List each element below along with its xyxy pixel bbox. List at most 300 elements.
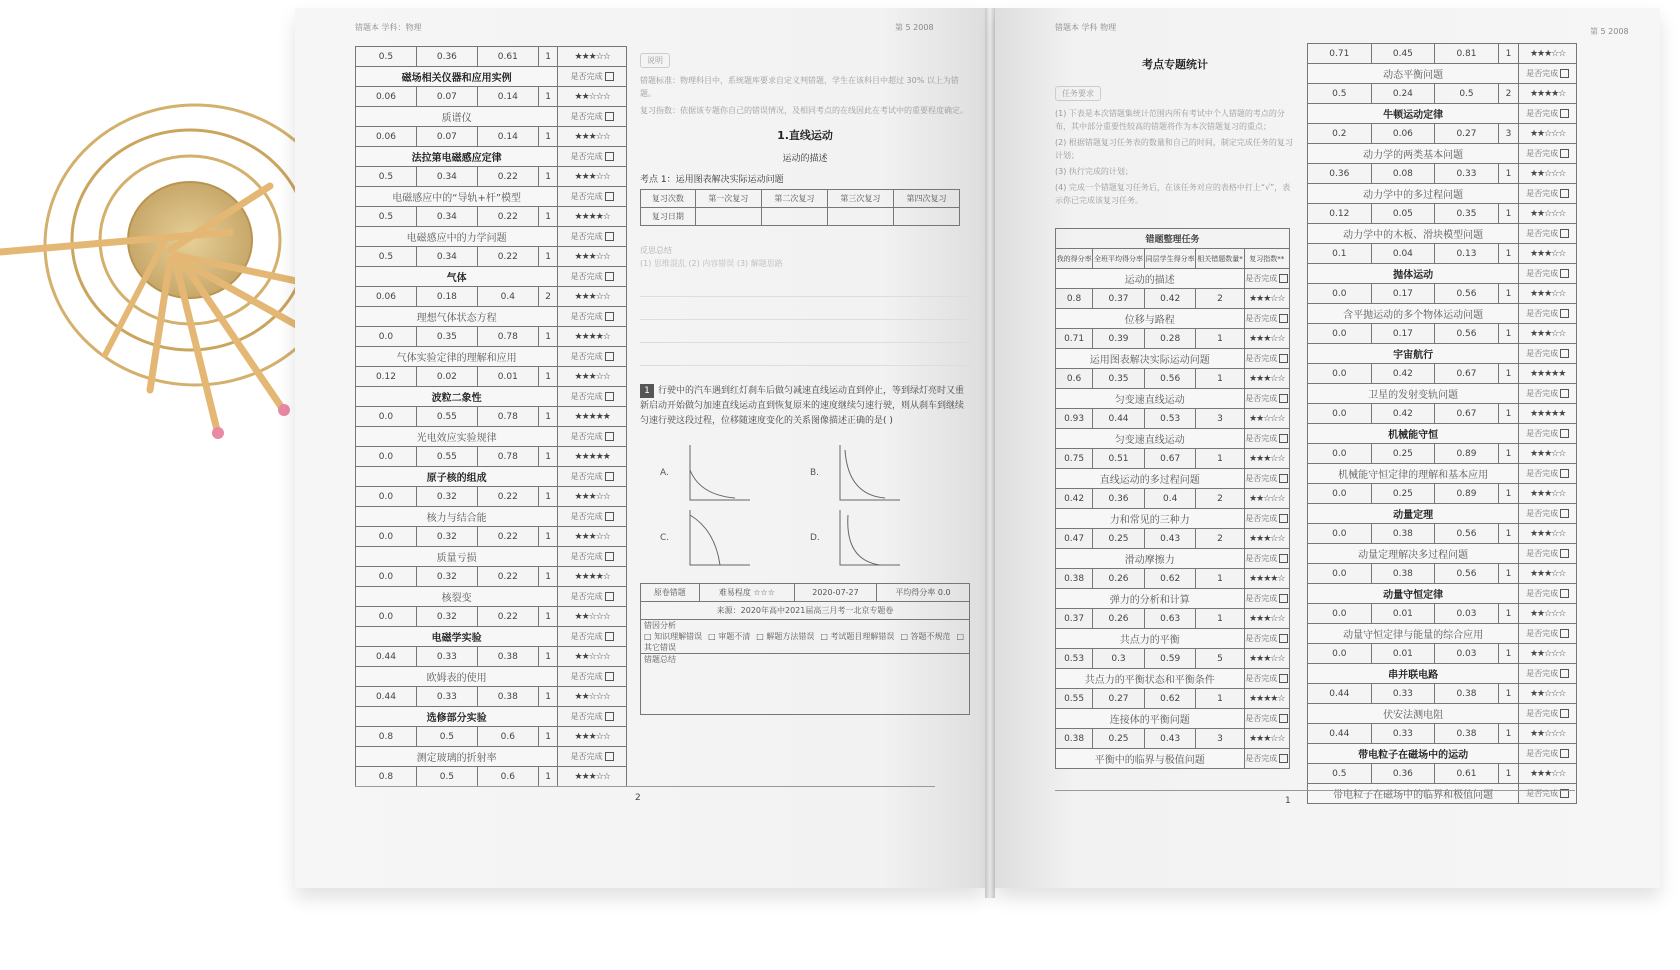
value-cell: 0.27 bbox=[1093, 689, 1145, 709]
review-stars: ★★★☆☆ bbox=[1519, 284, 1577, 304]
section-row bbox=[1308, 184, 1577, 204]
checkbox[interactable] bbox=[1560, 269, 1569, 278]
checkbox[interactable] bbox=[605, 352, 614, 361]
value-cell: 1 bbox=[538, 487, 558, 507]
review-stars: ★★★☆☆ bbox=[1519, 484, 1577, 504]
review-col-header: 第四次复习 bbox=[893, 190, 959, 208]
review-stars: ★★★★☆ bbox=[558, 207, 627, 227]
value-cell: 0.0 bbox=[356, 487, 417, 507]
done-checkbox-cell: 是否完成 bbox=[558, 467, 627, 487]
value-cell: 2 bbox=[1498, 84, 1518, 104]
section-row bbox=[1308, 104, 1577, 124]
intro-column bbox=[1055, 56, 1295, 210]
checkbox[interactable] bbox=[605, 552, 614, 561]
section-title: 理想气体状态方程 bbox=[356, 307, 558, 327]
value-cell: 0.89 bbox=[1435, 484, 1499, 504]
review-stars: ★★★☆☆ bbox=[558, 287, 627, 307]
open-book bbox=[295, 8, 1660, 898]
review-stars: ★★★☆☆ bbox=[558, 167, 627, 187]
analysis-option[interactable]: □ 答题不规范 bbox=[900, 632, 951, 641]
value-cell: 0.35 bbox=[1093, 369, 1145, 389]
table-row bbox=[1308, 484, 1577, 504]
value-cell: 1 bbox=[538, 447, 558, 467]
table-row bbox=[1056, 529, 1290, 549]
analysis-option[interactable]: □ 其它错误 bbox=[644, 632, 965, 652]
section-title: 连接体的平衡问题 bbox=[1056, 709, 1245, 729]
value-cell: 0.56 bbox=[1435, 564, 1499, 584]
option-label: D. bbox=[810, 533, 820, 543]
left-footer-rule bbox=[355, 786, 935, 787]
value-cell: 0.37 bbox=[1056, 609, 1093, 629]
checkbox[interactable] bbox=[605, 472, 614, 481]
value-cell: 0.67 bbox=[1435, 404, 1499, 424]
checkbox[interactable] bbox=[1560, 669, 1569, 678]
value-cell: 0.59 bbox=[1144, 649, 1196, 669]
done-checkbox-cell: 是否完成 bbox=[1244, 549, 1290, 569]
analysis-option[interactable]: □ 考试题目理解错误 bbox=[820, 632, 895, 641]
value-cell: 0.34 bbox=[416, 247, 477, 267]
done-checkbox-cell: 是否完成 bbox=[1244, 709, 1290, 729]
value-cell: 0.22 bbox=[477, 247, 538, 267]
review-stars: ★★☆☆☆ bbox=[558, 87, 627, 107]
value-cell: 0.06 bbox=[356, 87, 417, 107]
review-stars: ★★★★☆ bbox=[558, 567, 627, 587]
section-row bbox=[1056, 629, 1290, 649]
value-cell: 0.25 bbox=[1093, 729, 1145, 749]
info-cell: 平均得分率 0.0 bbox=[876, 584, 969, 602]
value-cell: 0.38 bbox=[1056, 729, 1093, 749]
value-cell: 1 bbox=[538, 247, 558, 267]
value-cell: 0.32 bbox=[416, 607, 477, 627]
review-stars: ★★☆☆☆ bbox=[1519, 164, 1577, 184]
section-row bbox=[1056, 709, 1290, 729]
section-title: 串并联电路 bbox=[1308, 664, 1519, 684]
value-cell: 0.53 bbox=[1056, 649, 1093, 669]
table-row bbox=[356, 47, 627, 67]
checkbox[interactable] bbox=[1279, 474, 1288, 483]
section-row bbox=[1056, 469, 1290, 489]
table-row bbox=[356, 167, 627, 187]
table-row bbox=[1308, 84, 1577, 104]
intro-text bbox=[1055, 107, 1295, 207]
value-cell: 1 bbox=[538, 527, 558, 547]
stats-title: 考点专题统计 bbox=[1142, 58, 1208, 71]
value-cell: 0.3 bbox=[1093, 649, 1145, 669]
table-row bbox=[356, 447, 627, 467]
value-cell: 0.38 bbox=[1435, 684, 1499, 704]
section-row bbox=[1056, 549, 1290, 569]
table-row bbox=[356, 527, 627, 547]
checkbox[interactable] bbox=[1560, 189, 1569, 198]
value-cell: 0.26 bbox=[1093, 609, 1145, 629]
value-cell: 0.93 bbox=[1056, 409, 1093, 429]
value-cell: 0.5 bbox=[416, 767, 477, 787]
value-cell: 2 bbox=[1196, 489, 1244, 509]
done-checkbox-cell: 是否完成 bbox=[558, 587, 627, 607]
value-cell: 0.0 bbox=[1308, 564, 1372, 584]
value-cell: 0.53 bbox=[1144, 409, 1196, 429]
checkbox[interactable] bbox=[1279, 754, 1288, 763]
value-cell: 0.14 bbox=[477, 127, 538, 147]
checkbox[interactable] bbox=[1279, 634, 1288, 643]
value-cell: 0.6 bbox=[477, 767, 538, 787]
analysis-option[interactable]: □ 审题不清 bbox=[708, 632, 751, 641]
value-cell: 1 bbox=[1498, 724, 1518, 744]
checkbox[interactable] bbox=[1560, 309, 1569, 318]
value-cell: 1 bbox=[538, 727, 558, 747]
note-review-index: 复习指数：依据该专题你自己的错误情况，及相同考点的在线因此在考试中的重要程度确定。 bbox=[640, 106, 968, 115]
value-cell: 0.32 bbox=[416, 487, 477, 507]
checkbox[interactable] bbox=[605, 312, 614, 321]
reflect-title: 反思总结 bbox=[640, 246, 672, 255]
checkbox[interactable] bbox=[1560, 469, 1569, 478]
value-cell: 1 bbox=[1498, 244, 1518, 264]
section-row bbox=[1308, 664, 1577, 684]
review-date-cell bbox=[893, 208, 959, 226]
review-stars: ★★★☆☆ bbox=[558, 727, 627, 747]
value-cell: 0.0 bbox=[1308, 484, 1372, 504]
value-cell: 0.42 bbox=[1371, 404, 1435, 424]
info-cell: 难易程度 ☆☆☆ bbox=[699, 584, 794, 602]
checkbox[interactable] bbox=[1279, 514, 1288, 523]
value-cell: 0.01 bbox=[1371, 644, 1435, 664]
value-cell: 0.42 bbox=[1371, 364, 1435, 384]
value-cell: 0.0 bbox=[356, 607, 417, 627]
task-col-header: 同层学生得分率 bbox=[1144, 249, 1196, 269]
section-row bbox=[1056, 429, 1290, 449]
value-cell: 0.33 bbox=[416, 647, 477, 667]
value-cell: 1 bbox=[538, 87, 558, 107]
table-row bbox=[1308, 764, 1577, 784]
table-row bbox=[1308, 444, 1577, 464]
value-cell: 1 bbox=[1498, 644, 1518, 664]
section-row bbox=[356, 747, 627, 767]
left-page-header: 错题本 学科：物理 bbox=[355, 23, 422, 32]
section-row bbox=[1308, 704, 1577, 724]
task-title-row bbox=[1056, 229, 1290, 249]
checkbox[interactable] bbox=[1560, 629, 1569, 638]
value-cell: 0.22 bbox=[477, 207, 538, 227]
value-cell: 0.36 bbox=[1371, 764, 1435, 784]
done-checkbox-cell: 是否完成 bbox=[1519, 464, 1577, 484]
value-cell: 0.0 bbox=[1308, 604, 1372, 624]
value-cell: 0.03 bbox=[1435, 604, 1499, 624]
left-page-number: 2 bbox=[635, 793, 641, 803]
value-cell: 0.56 bbox=[1144, 369, 1196, 389]
done-checkbox-cell: 是否完成 bbox=[558, 387, 627, 407]
value-cell: 1 bbox=[538, 127, 558, 147]
done-checkbox-cell: 是否完成 bbox=[1519, 624, 1577, 644]
left-page bbox=[295, 8, 985, 888]
value-cell: 2 bbox=[1196, 529, 1244, 549]
intro-line: (1) 下表是本次错题集统计范围内所有考试中个人错题的考点的分布，其中部分重要性较高的错题将作为本次错题复习的重点； bbox=[1055, 109, 1285, 131]
value-cell: 0.33 bbox=[1435, 164, 1499, 184]
value-cell: 0.13 bbox=[1435, 244, 1499, 264]
review-stars: ★★★★☆ bbox=[1244, 569, 1290, 589]
section-title: 动量守恒定律 bbox=[1308, 584, 1519, 604]
done-checkbox-cell: 是否完成 bbox=[558, 667, 627, 687]
section-row bbox=[356, 667, 627, 687]
checkbox[interactable] bbox=[605, 592, 614, 601]
checkbox[interactable] bbox=[605, 432, 614, 441]
value-cell: 0.44 bbox=[1308, 724, 1372, 744]
value-cell: 1 bbox=[1498, 564, 1518, 584]
value-cell: 0.44 bbox=[356, 687, 417, 707]
value-cell: 0.0 bbox=[356, 447, 417, 467]
review-stars: ★★★☆☆ bbox=[1244, 729, 1290, 749]
value-cell: 0.38 bbox=[1056, 569, 1093, 589]
value-cell: 0.6 bbox=[477, 727, 538, 747]
table-row bbox=[356, 687, 627, 707]
explain-tag: 说明 bbox=[640, 53, 670, 68]
value-cell: 0.6 bbox=[1056, 369, 1093, 389]
value-cell: 0.0 bbox=[1308, 524, 1372, 544]
checkbox[interactable] bbox=[1279, 674, 1288, 683]
value-cell: 0.62 bbox=[1144, 569, 1196, 589]
section-row bbox=[356, 587, 627, 607]
analysis-options bbox=[644, 631, 966, 653]
review-date-cell bbox=[761, 208, 827, 226]
analysis-option[interactable]: □ 解题方法错误 bbox=[756, 632, 815, 641]
table-row bbox=[1308, 524, 1577, 544]
value-cell: 0.56 bbox=[1435, 284, 1499, 304]
table-row bbox=[1308, 364, 1577, 384]
value-cell: 0.22 bbox=[477, 167, 538, 187]
value-cell: 0.07 bbox=[416, 127, 477, 147]
checkbox[interactable] bbox=[1279, 554, 1288, 563]
review-stars: ★★★☆☆ bbox=[1244, 449, 1290, 469]
section-row bbox=[1056, 389, 1290, 409]
review-stars: ★★★★★ bbox=[1519, 364, 1577, 384]
value-cell: 0.22 bbox=[477, 487, 538, 507]
section-title: 欧姆表的使用 bbox=[356, 667, 558, 687]
section-title: 磁场相关仪器和应用实例 bbox=[356, 67, 558, 87]
review-stars: ★★★☆☆ bbox=[1244, 649, 1290, 669]
checkbox[interactable] bbox=[605, 72, 614, 81]
checkbox[interactable] bbox=[1279, 434, 1288, 443]
value-cell: 0.25 bbox=[1093, 529, 1145, 549]
table-row bbox=[1308, 404, 1577, 424]
table-row bbox=[356, 207, 627, 227]
checkbox[interactable] bbox=[605, 272, 614, 281]
checkbox[interactable] bbox=[1560, 109, 1569, 118]
question-text: 行驶中的汽车遇到红灯刹车后做匀减速直线运动直到停止，等到绿灯亮时又重新启动开始做匀加速直线运动直到恢复原来的速度继续匀速行驶，则从刹车到继续匀速行驶这段过程，位移随速度变化的关系图像描述正确的是( ) bbox=[640, 386, 965, 426]
value-cell: 0.07 bbox=[416, 87, 477, 107]
section-title: 动力学的两类基本问题 bbox=[1308, 144, 1519, 164]
section-title: 动力学中的木板、滑块模型问题 bbox=[1308, 224, 1519, 244]
option-graph bbox=[840, 445, 900, 500]
done-checkbox-cell: 是否完成 bbox=[1519, 264, 1577, 284]
checkbox[interactable] bbox=[1279, 714, 1288, 723]
value-cell: 0.0 bbox=[356, 327, 417, 347]
value-cell: 0.38 bbox=[477, 687, 538, 707]
question-number: 1 bbox=[640, 384, 654, 398]
section-title: 运用图表解决实际运动问题 bbox=[1056, 349, 1245, 369]
value-cell: 1 bbox=[1498, 524, 1518, 544]
value-cell: 1 bbox=[1498, 764, 1518, 784]
table-row bbox=[356, 287, 627, 307]
section-row bbox=[1308, 544, 1577, 564]
section-row bbox=[1056, 669, 1290, 689]
section-title: 动量守恒定律与能量的综合应用 bbox=[1308, 624, 1519, 644]
section-title: 法拉第电磁感应定律 bbox=[356, 147, 558, 167]
section-row bbox=[356, 227, 627, 247]
checkbox[interactable] bbox=[1560, 349, 1569, 358]
done-checkbox-cell: 是否完成 bbox=[558, 307, 627, 327]
checkbox[interactable] bbox=[605, 232, 614, 241]
table-row bbox=[1056, 649, 1290, 669]
value-cell: 3 bbox=[1498, 124, 1518, 144]
intro-tag: 任务要求 bbox=[1055, 86, 1101, 101]
checkbox[interactable] bbox=[1560, 429, 1569, 438]
value-cell: 0.33 bbox=[416, 687, 477, 707]
value-cell: 0.04 bbox=[1371, 244, 1435, 264]
value-cell: 0.05 bbox=[1371, 204, 1435, 224]
section-title: 动态平衡问题 bbox=[1308, 64, 1519, 84]
done-checkbox-cell: 是否完成 bbox=[558, 107, 627, 127]
checkbox[interactable] bbox=[605, 712, 614, 721]
book-spine bbox=[985, 8, 995, 898]
section-title: 匀变速直线运动 bbox=[1056, 389, 1245, 409]
checkbox[interactable] bbox=[1279, 594, 1288, 603]
value-cell: 0.39 bbox=[1093, 329, 1145, 349]
value-cell: 0.22 bbox=[477, 607, 538, 627]
section-row bbox=[356, 547, 627, 567]
value-cell: 0.78 bbox=[477, 447, 538, 467]
section-row bbox=[1308, 304, 1577, 324]
right-page-number: 1 bbox=[1285, 796, 1291, 806]
table-row bbox=[1308, 684, 1577, 704]
done-checkbox-cell: 是否完成 bbox=[558, 267, 627, 287]
section-title: 伏安法测电阻 bbox=[1308, 704, 1519, 724]
value-cell: 1 bbox=[1498, 164, 1518, 184]
value-cell: 0.06 bbox=[356, 287, 417, 307]
section-title: 带电粒子在磁场中的运动 bbox=[1308, 744, 1519, 764]
value-cell: 1 bbox=[538, 607, 558, 627]
value-cell: 1 bbox=[1196, 689, 1244, 709]
right-page-header-right: 第 5 2008 bbox=[1590, 27, 1629, 36]
value-cell: 0.75 bbox=[1056, 449, 1093, 469]
review-stars: ★★★☆☆ bbox=[558, 127, 627, 147]
checkbox[interactable] bbox=[605, 112, 614, 121]
task-col-header: 我的得分率 bbox=[1056, 249, 1093, 269]
checkbox[interactable] bbox=[605, 672, 614, 681]
value-cell: 0.63 bbox=[1144, 609, 1196, 629]
value-cell: 0.36 bbox=[1093, 489, 1145, 509]
value-cell: 0.61 bbox=[477, 47, 538, 67]
value-cell: 0.06 bbox=[356, 127, 417, 147]
table-row bbox=[1056, 489, 1290, 509]
section-row bbox=[356, 187, 627, 207]
section-title: 核裂变 bbox=[356, 587, 558, 607]
review-table bbox=[640, 189, 960, 226]
section-title: 选修部分实验 bbox=[356, 707, 558, 727]
value-cell: 0.17 bbox=[1371, 284, 1435, 304]
analysis-option[interactable]: □ 知识理解错误 bbox=[644, 632, 703, 641]
checkbox[interactable] bbox=[1560, 749, 1569, 758]
checkbox[interactable] bbox=[1560, 509, 1569, 518]
done-checkbox-cell: 是否完成 bbox=[1519, 704, 1577, 724]
done-checkbox-cell: 是否完成 bbox=[558, 227, 627, 247]
value-cell: 1 bbox=[1498, 684, 1518, 704]
task-header-row bbox=[1056, 249, 1290, 269]
done-checkbox-cell: 是否完成 bbox=[1244, 509, 1290, 529]
value-cell: 0.0 bbox=[1308, 324, 1372, 344]
review-stars: ★★★☆☆ bbox=[558, 247, 627, 267]
done-checkbox-cell: 是否完成 bbox=[1519, 304, 1577, 324]
review-stars: ★★★★☆ bbox=[1244, 689, 1290, 709]
checkbox[interactable] bbox=[1560, 589, 1569, 598]
section-title: 共点力的平衡 bbox=[1056, 629, 1245, 649]
value-cell: 1 bbox=[1498, 204, 1518, 224]
done-checkbox-cell: 是否完成 bbox=[558, 627, 627, 647]
checkbox[interactable] bbox=[605, 512, 614, 521]
value-cell: 0.22 bbox=[477, 527, 538, 547]
checkbox[interactable] bbox=[605, 192, 614, 201]
value-cell: 0.34 bbox=[416, 167, 477, 187]
right-page bbox=[995, 8, 1660, 888]
value-cell: 0.0 bbox=[356, 527, 417, 547]
section-title: 电磁学实验 bbox=[356, 627, 558, 647]
checkbox[interactable] bbox=[605, 752, 614, 761]
section-row bbox=[356, 67, 627, 87]
checkbox[interactable] bbox=[1279, 394, 1288, 403]
value-cell: 0.33 bbox=[1371, 724, 1435, 744]
checkbox[interactable] bbox=[1560, 69, 1569, 78]
value-cell: 0.0 bbox=[1308, 444, 1372, 464]
checkbox[interactable] bbox=[1279, 314, 1288, 323]
checkbox[interactable] bbox=[605, 632, 614, 641]
section-title: 滑动摩擦力 bbox=[1056, 549, 1245, 569]
value-cell: 1 bbox=[538, 367, 558, 387]
table-row bbox=[1308, 324, 1577, 344]
section-row bbox=[356, 347, 627, 367]
checkbox[interactable] bbox=[1560, 549, 1569, 558]
checkbox[interactable] bbox=[1560, 389, 1569, 398]
checkbox[interactable] bbox=[1560, 149, 1569, 158]
section-row bbox=[356, 467, 627, 487]
section-title: 宇宙航行 bbox=[1308, 344, 1519, 364]
checkbox[interactable] bbox=[1560, 709, 1569, 718]
value-cell: 0.18 bbox=[416, 287, 477, 307]
info-cell: 原卷错题 bbox=[641, 584, 700, 602]
section-row bbox=[356, 387, 627, 407]
option-graph bbox=[690, 510, 750, 565]
checkbox[interactable] bbox=[1279, 354, 1288, 363]
table-row bbox=[1056, 369, 1290, 389]
value-cell: 0.78 bbox=[477, 327, 538, 347]
checkbox[interactable] bbox=[605, 152, 614, 161]
done-checkbox-cell: 是否完成 bbox=[558, 747, 627, 767]
value-cell: 0.35 bbox=[1435, 204, 1499, 224]
option-label: B. bbox=[810, 468, 820, 478]
section-title: 质量亏损 bbox=[356, 547, 558, 567]
value-cell: 1 bbox=[538, 207, 558, 227]
value-cell: 3 bbox=[1196, 729, 1244, 749]
section-row bbox=[1308, 784, 1577, 804]
checkbox[interactable] bbox=[605, 392, 614, 401]
review-stars: ★★☆☆☆ bbox=[558, 687, 627, 707]
checkbox[interactable] bbox=[1279, 274, 1288, 283]
table-row bbox=[1308, 284, 1577, 304]
value-cell: 0.71 bbox=[1056, 329, 1093, 349]
review-stars: ★★★☆☆ bbox=[558, 527, 627, 547]
done-checkbox-cell: 是否完成 bbox=[558, 707, 627, 727]
review-stars: ★★☆☆☆ bbox=[1519, 724, 1577, 744]
section-row bbox=[1308, 504, 1577, 524]
review-stars: ★★★☆☆ bbox=[1519, 444, 1577, 464]
checkbox[interactable] bbox=[1560, 229, 1569, 238]
